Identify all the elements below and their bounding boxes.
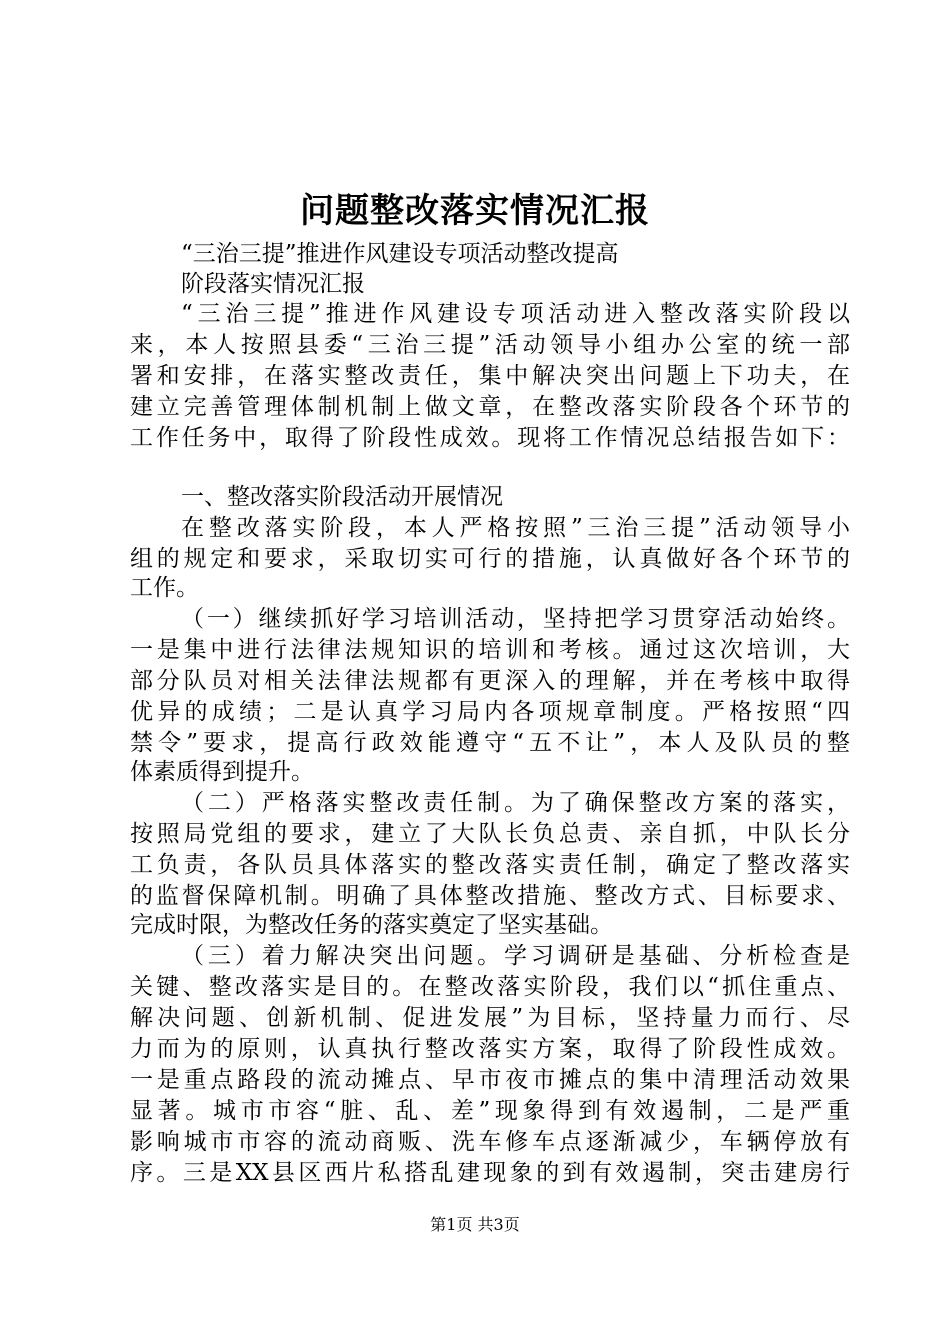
page-number: 第1页 共3页 [430,1215,520,1234]
paragraph-line: 部分队员对相关法律法规都有更深入的理解，并在考核中取得 [130,668,850,694]
paragraph-line: 体素质得到提升。 [130,759,314,785]
paragraph-line: 组的规定和要求，采取切实可行的措施，认真做好各个环节的 [130,546,850,572]
paragraph-line: （一）继续抓好学习培训活动，坚持把学习贯穿活动始终。 [181,606,850,632]
paragraph-line: 工负责，各队员具体落实的整改落实责任制，确定了整改落实 [130,852,850,878]
paragraph-line: 力而为的原则，认真执行整改落实方案，取得了阶段性成效。 [130,1036,850,1062]
document-title: 问题整改落实情况汇报 [300,191,650,231]
paragraph-line: “三治三提”推进作风建设专项活动进入整改落实阶段以 [181,301,850,327]
paragraph-line: 一是重点路段的流动摊点、早市夜市摊点的集中清理活动效果 [130,1067,850,1093]
paragraph-line: 工作任务中，取得了阶段性成效。现将工作情况总结报告如下： [130,425,850,451]
paragraph-line: 的监督保障机制。明确了具体整改措施、整改方式、目标要求、 [130,883,850,909]
paragraph-line: 完成时限，为整改任务的落实奠定了坚实基础。 [130,912,613,938]
paragraph-line: 一是集中进行法律法规知识的培训和考核。通过这次培训，大 [130,637,850,663]
paragraph-line: 禁令”要求，提高行政效能遵守“五不让”，本人及队员的整 [130,730,850,756]
paragraph-line: 按照局党组的要求，建立了大队长负总责、亲自抓，中队长分 [130,821,850,847]
paragraph-line: 序。三是XX县区西片私搭乱建现象的到有效遏制，突击建房行 [130,1160,850,1186]
paragraph-line: 关键、整改落实是目的。在整改落实阶段，我们以“抓住重点、 [130,974,850,1000]
paragraph-line: 解决问题、创新机制、促进发展”为目标，坚持量力而行、尽 [130,1005,850,1031]
paragraph-line: 工作。 [130,575,199,601]
paragraph-line: 在整改落实阶段，本人严格按照”三治三提”活动领导小 [181,515,850,541]
subtitle-line-2: 阶段落实情况汇报 [181,271,365,297]
paragraph-line: （三）着力解决突出问题。学习调研是基础、分析检查是 [181,943,850,969]
paragraph-line: 建立完善管理体制机制上做文章，在整改落实阶段各个环节的 [130,394,850,420]
paragraph-line: （二）严格落实整改责任制。为了确保整改方案的落实， [181,790,850,816]
section-heading: 一、整改落实阶段活动开展情况 [181,484,503,510]
paragraph-line: 影响城市市容的流动商贩、洗车修车点逐渐减少，车辆停放有 [130,1129,850,1155]
paragraph-line: 署和安排，在落实整改责任，集中解决突出问题上下功夫，在 [130,363,850,389]
paragraph-line: 优异的成绩；二是认真学习局内各项规章制度。严格按照“四 [130,699,850,725]
paragraph-line: 显著。城市市容“脏、乱、差”现象得到有效遏制，二是严重 [130,1098,850,1124]
subtitle-line-1: “三治三提”推进作风建设专项活动整改提高 [181,241,619,267]
paragraph-line: 来，本人按照县委“三治三提”活动领导小组办公室的统一部 [130,332,850,358]
